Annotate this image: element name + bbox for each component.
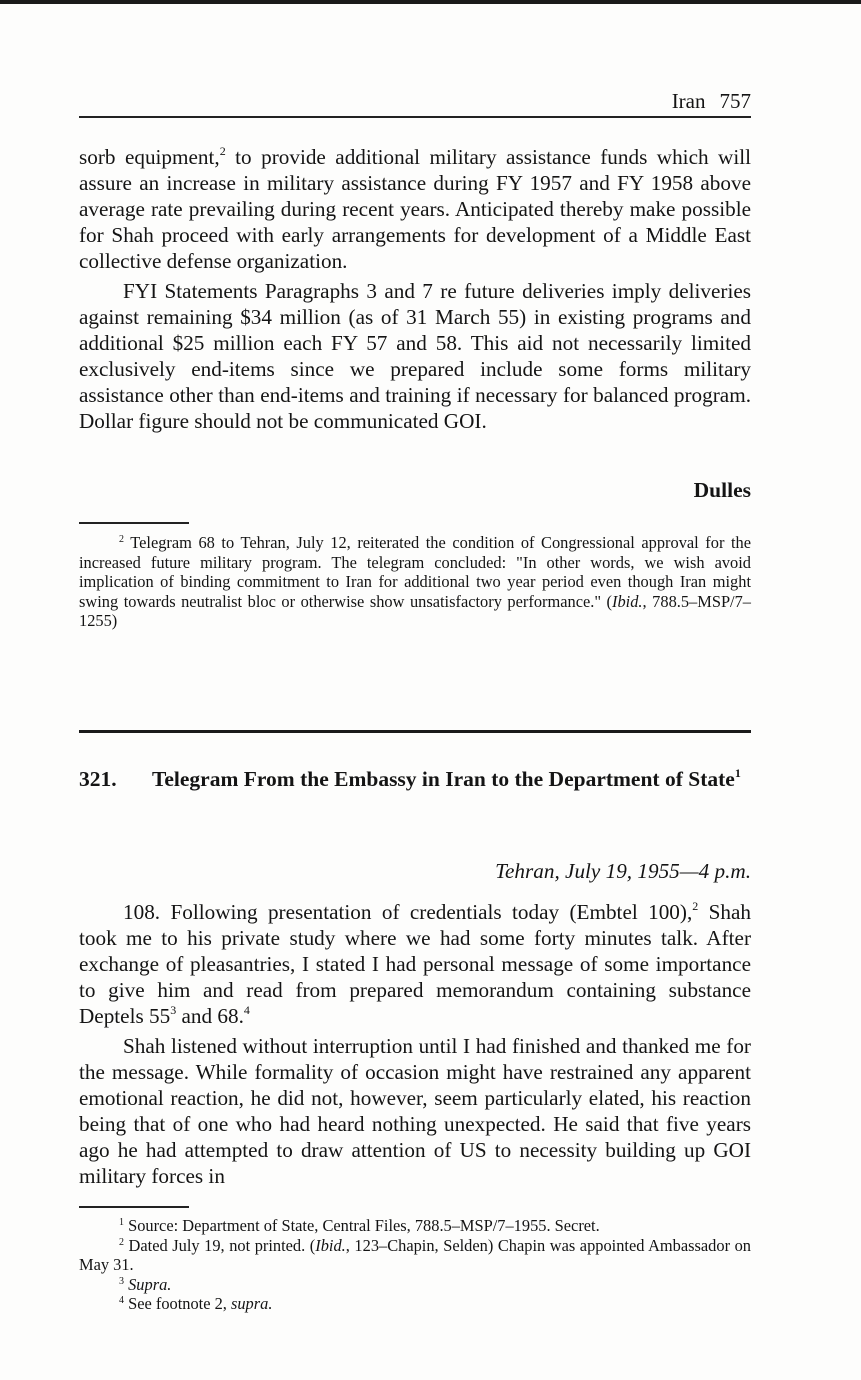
continued-paragraph-1: sorb equipment,$^2$ to provide additional military assistance funds which will assure an increase in military assistance during FY 1957 and FY 1958 above average rate prevailing during recent years. Anticipated thereby make possible for Shah proceed with early arrangements for development of a Middle East collective defense organization.: [79, 144, 751, 273]
footnote-rule: [79, 1206, 189, 1208]
document-heading: [79, 766, 751, 793]
footnote-2-top: $^2$ Telegram 68 to Tehran, July 12, reiterated the condition of Congressional approval for the increased future military program. The telegram concluded: "In other words, we wish avoid implication of binding commitment to Iran for additional two year period even though Iran might swing towards neutralist bloc or otherwise show unsatisfactory performance." (Ibid., 788.5–MSP/7–1255): [79, 533, 751, 630]
footnote-1: $^1$ Source: Department of State, Central Files, 788.5–MSP/7–1955. Secret.: [119, 1216, 600, 1235]
running-head: [79, 86, 751, 118]
footnote-rule: [79, 522, 189, 524]
running-head-section: Iran: [671, 89, 706, 113]
document-paragraph-2: Shah listened without interruption until I had finished and thanked me for the message. While formality of occasion might have restrained any apparent emotional reaction, he did not, however, seem particularly elated, his reaction being that of one who had heard nothing unexpected. He said that five years ago he had attempted to draw attention of US to necessity building up GOI military forces in: [79, 1034, 751, 1188]
page-number: 757: [719, 89, 751, 113]
footnote-4: $^4$ See footnote 2, supra.: [119, 1294, 273, 1313]
footnotes-bottom: [79, 1216, 751, 1314]
footnote-2: $^2$ Dated July 19, not printed. (Ibid., 123–Chapin, Selden) Chapin was appointed Ambassador on May 31.: [79, 1235, 751, 1274]
continued-text: [79, 144, 751, 434]
section-divider: [79, 730, 751, 733]
signature: Dulles: [693, 478, 751, 502]
footnote-3: $^3$ Supra.: [119, 1274, 172, 1294]
footnote-reference: 1: [734, 766, 741, 780]
document-body: [79, 899, 751, 1189]
dateline: Tehran, July 19, 1955—4 p.m.: [495, 859, 751, 883]
continued-paragraph-2: FYI Statements Paragraphs 3 and 7 re future deliveries imply deliveries against remaining $34 million (as of 31 March 55) in existing programs and additional $25 million each FY 57 and 58. This aid not necessarily limited exclusively end-items since we prepared include some forms military assistance other than end-items and training if necessary for balanced program. Dollar figure should not be communicated GOI.: [79, 279, 751, 433]
footnote-reference: 2: [219, 144, 226, 158]
document-number: 321.: [79, 767, 117, 791]
scan-top-edge: [0, 0, 861, 4]
footnotes-top: [79, 533, 751, 631]
document-title: Telegram From the Embassy in Iran to the Department of State$^1$: [152, 766, 741, 791]
document-paragraph-1: 108. Following presentation of credentials today (Embtel 100),$^2$ Shah took me to his private study where we had some forty minutes talk. After exchange of pleasantries, I stated I had personal message of some importance to give him and read from prepared memorandum containing substance Deptels 55$^3$ and 68.$^4$: [79, 899, 751, 1028]
